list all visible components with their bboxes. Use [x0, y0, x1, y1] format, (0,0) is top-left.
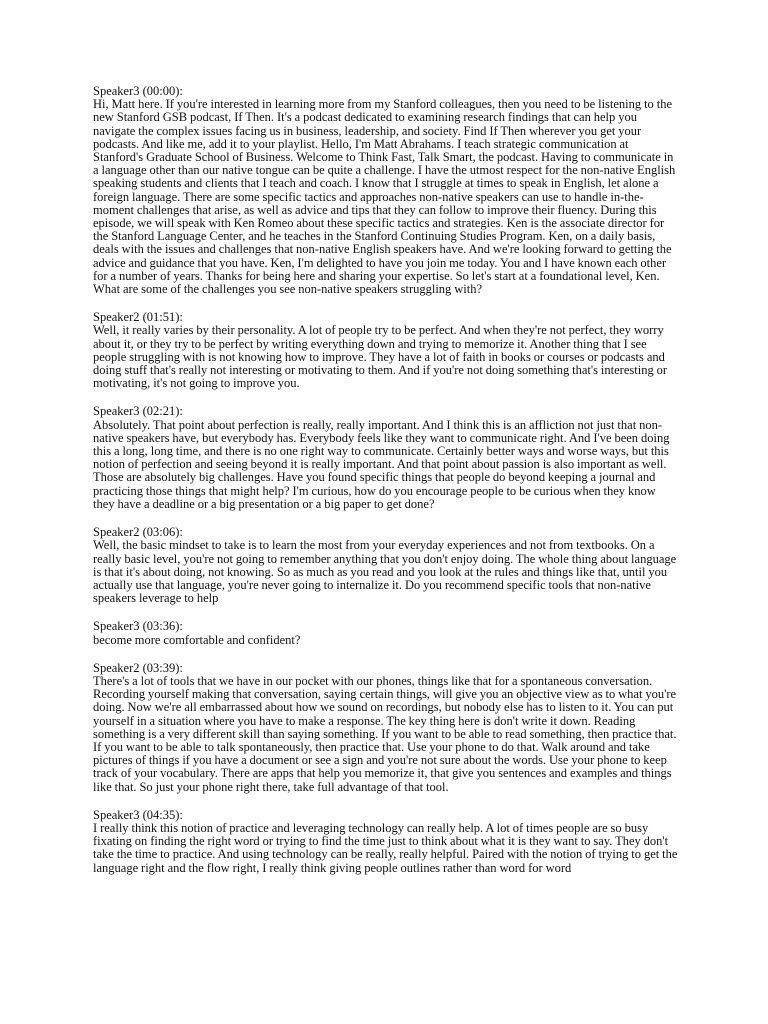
speaker-timestamp: Speaker2 (03:39): [93, 660, 183, 675]
transcript-text: Absolutely. That point about perfection is really, really important. And I think this is an affliction not just that non-native speakers have, but everybody has. Everybody feels like they want to communicate right. And I've been doing this a long, long time, and there is no one right way to communicate. Certainly better ways and worse ways, but this notion of perfection and seeing beyond it is really important. And that point about passion is also important as well. Those are absolutely big challenges. Have you found specific things that people do beyond keeping a journal and practicing those things that might help? I'm curious, how do you encourage people to be curious when they know they have a deadline or a big presentation or a big paper to get done? [93, 417, 670, 511]
transcript-text: I really think this notion of practice and leveraging technology can really help. A lot of times people are so busy fixating on finding the right word or trying to find the time just to think about what it is they want to say. They don't take the time to practice. And using technology can be really, really helpful. Paired with the notion of trying to get the language right and the flow right, I really think giving people outlines rather than word for word [93, 820, 678, 875]
speaker-timestamp: Speaker3 (04:35): [93, 807, 183, 822]
speaker-timestamp: Speaker3 (02:21): [93, 404, 183, 419]
transcript-text: Hi, Matt here. If you're interested in learning more from my Stanford colleagues, then you need to be listening to the new Stanford GSB podcast, If Then. It's a podcast dedicated to examining research findings that can help you navigate the complex issues facing us in business, leadership, and society. Find If Then wherever you get your podcasts. And like me, add it to your playlist. Hello, I'm Matt Abrahams. I teach strategic communication at Stanford's Graduate School of Business. Welcome to Think Fast, Talk Smart, the podcast. Having to communicate in a language other than our native tongue can be quite a challenge. I have the utmost respect for the non-native English speaking students and clients that I teach and coach. I know that I struggle at times to speak in English, let alone a foreign language. There are some specific tactics and approaches non-native speakers can use to handle in-the-moment challenges that arise, as well as advice and tips that they can follow to improve their fluency. During this episode, we will speak with Ken Romeo about these specific tactics and strategies. Ken is the associate director for the Stanford Language Center, and he teaches in the Stanford Continuing Studies Program. Ken, on a daily basis, deals with the issues and challenges that non-native English speakers have. And we're looking forward to getting the advice and guidance that you have. Ken, I'm delighted to have you join me today. You and I have known each other for a number of years. Thanks for being here and sharing your expertise. So let's start at a foundational level, Ken. What are some of the challenges you see non-native speakers struggling with? [93, 97, 676, 297]
transcript-entry [93, 85, 679, 296]
transcript-text: There's a lot of tools that we have in our pocket with our phones, things like that for a spontaneous conversation. Recording yourself making that conversation, saying certain things, will give you an objective view as to what you're doing. Now we're all embarrassed about how we sound on recordings, but nobody else has to listen to it. You can put yourself in a situation where you have to make a response. The key thing here is don't write it down. Reading something is a very different skill than saying something. If you want to be able to read something, then practice that. If you want to be able to talk spontaneously, then practice that. Use your phone to do that. Walk around and take pictures of things if you have a document or see a sign and you're not sure about the words. Use your phone to keep track of your vocabulary. There are apps that help you memorize it, that give you sentences and examples and things like that. So just your phone right there, take full advantage of that tool. [93, 673, 677, 794]
speaker-timestamp: Speaker3 (03:36): [93, 619, 183, 634]
speaker-timestamp: Speaker3 (00:00): [93, 84, 183, 98]
speaker-timestamp: Speaker2 (01:51): [93, 310, 183, 325]
transcript-text: Well, the basic mindset to take is to learn the most from your everyday experiences and not from textbooks. On a really basic level, you're not going to remember anything that you don't enjoy doing. The whole thing about language is that it's about doing, not knowing. So as much as you read and you look at the rules and things like that, until you actually use that language, you're never going to internalize it. Do you recommend specific tools that non-native speakers leverage to help [93, 538, 677, 606]
transcript-entry [93, 662, 679, 794]
transcript-entry [93, 809, 679, 875]
speaker-timestamp: Speaker2 (03:06): [93, 525, 183, 540]
transcript-entry [93, 526, 679, 605]
transcript-entry [93, 311, 679, 390]
transcript-entry [93, 620, 679, 646]
transcript-entry [93, 405, 679, 511]
transcript-text: become more comfortable and confident? [93, 632, 301, 647]
transcript-page [93, 85, 679, 890]
transcript-text: Well, it really varies by their personality. A lot of people try to be perfect. And when they're not perfect, they worry about it, or they try to be perfect by writing everything down and trying to memorize it. Another thing that I see people struggling with is not knowing how to improve. They have a lot of faith in books or courses or podcasts and doing stuff that's really not interesting or motivating to them. And if you're not doing something that's interesting or motivating, it's not going to improve you. [93, 323, 668, 391]
